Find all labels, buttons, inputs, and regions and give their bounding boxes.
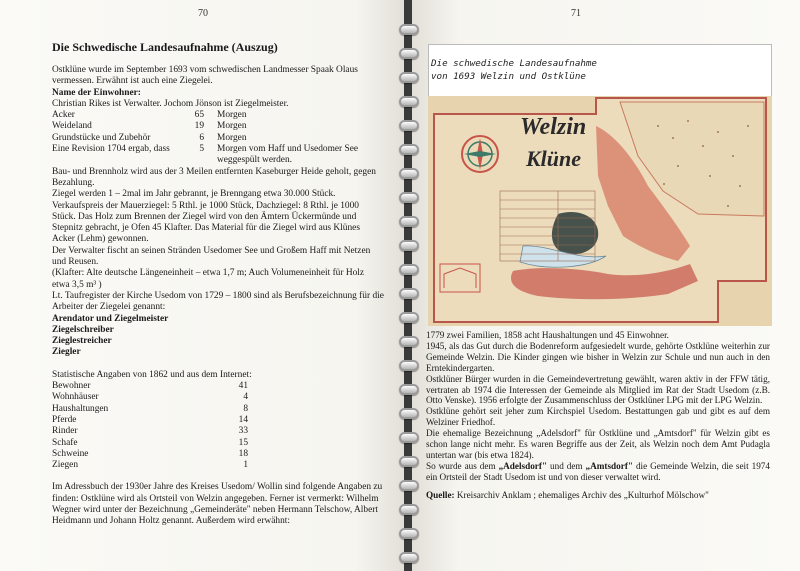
stats-value: 8 [243, 403, 248, 414]
binding-ring [399, 288, 419, 299]
right-page [412, 0, 800, 571]
binding-ring [399, 336, 419, 347]
binding-ring [399, 144, 419, 155]
final-text-a: So wurde aus dem [426, 460, 499, 471]
spiral-binding [397, 0, 421, 571]
land-label: Grundstücke und Zubehör [52, 132, 151, 143]
binding-ring [399, 120, 419, 131]
binding-ring [399, 504, 419, 515]
binding-ring [399, 360, 419, 371]
binding-ring [399, 264, 419, 275]
map-title-klune: Klüne [526, 146, 582, 171]
history-names: Die ehemalige Bezeichnung „Adelsdorf" für Ostklüne und „Amtsdorf" für Welzin gibt es schon lange nicht mehr. Es waren Begriffe aus der Zeit, als Welzin noch dem Amt Pudagla untertan war (bis etwa 1824). [426, 428, 770, 460]
stats-label: Ziegen [52, 460, 79, 471]
roles-list [52, 314, 384, 359]
source-line [426, 490, 770, 501]
binding-ring [399, 480, 419, 491]
administrator-line: Christian Rikes ist Verwalter. Jochom Jönson ist Ziegelmeister. [52, 98, 289, 109]
role-item: Ziegler [52, 347, 81, 358]
map-caption-line: Die schwedische Landesaufnahme [431, 58, 597, 69]
stats-value: 41 [238, 381, 248, 392]
land-label: Eine Revision 1704 ergab, dass [52, 144, 170, 155]
final-adelsdorf: „Adelsdorf" [498, 460, 548, 471]
history-church: Ostklüne gehört seit jeher zum Kirchspiel Usedom. Bestattungen gab und gibt es auf dem Welziner Friedhof. [426, 406, 770, 428]
register-paragraph: Lt. Taufregister der Kirche Usedom von 1729 – 1800 sind als Berufsbezeichnung für die Arbeiter der Ziegelei genannt: [52, 290, 384, 313]
wood-paragraph: Bau- und Brennholz wird aus der 3 Meilen entfernten Kaseburger Heide geholt, gegen Bezahlung. [52, 166, 376, 188]
land-unit: Morgen [217, 132, 247, 143]
stats-value: 18 [238, 448, 248, 459]
stats-value: 4 [243, 392, 248, 403]
history-final [426, 461, 770, 483]
stats-label: Wohnhäuser [52, 392, 99, 403]
binding-ring [399, 312, 419, 323]
binding-ring [399, 240, 419, 251]
left-page-text [52, 40, 384, 528]
binding-ring [399, 432, 419, 443]
land-value: 5 [199, 144, 204, 155]
historic-map-image [428, 96, 772, 326]
land-label: Weideland [52, 121, 92, 132]
stats-value: 1 [243, 460, 248, 471]
stats-label: Pferde [52, 414, 77, 425]
page-number-right: 71 [571, 8, 581, 19]
final-text-c: die Gemeinde Welzin, die seit 1974 ein Ortsteil der Stadt Usedom ist und von dieser verwaltet wird. [426, 460, 770, 482]
final-amtsdorf: „Amtsdorf" [585, 460, 633, 471]
stats-value: 14 [238, 414, 248, 425]
klafter-note: (Klafter: Alte deutsche Längeneinheit – etwa 1,7 m; Auch Volumeneinheit für Holz etwa 3,5 m³ ) [52, 268, 365, 290]
binding-ring [399, 168, 419, 179]
binding-ring [399, 96, 419, 107]
binding-ring [399, 192, 419, 203]
land-unit: Morgen [217, 121, 247, 132]
stats-value: 15 [238, 437, 248, 448]
binding-ring [399, 408, 419, 419]
binding-ring [399, 48, 419, 59]
land-value: 6 [199, 132, 204, 143]
page-number-left: 70 [198, 8, 208, 19]
binding-ring [399, 72, 419, 83]
right-page-text [426, 330, 770, 501]
stats-table [52, 381, 384, 471]
role-item: Arendator und Ziegelmeister [52, 313, 169, 324]
source-text: Kreisarchiv Anklam ; ehemaliges Archiv des „Kulturhof Mölschow" [454, 489, 709, 500]
history-council: Ostklüner Bürger wurden in die Gemeindevertretung gewählt, waren aktiv in der FFW tätig, vertraten ab 1974 die Interessen der Gemeinde als Mitglied im Rat der Stadt Usedom (z.B. Otto Venske). 1956 erfolgte der Zusammenschluss der Ostklüner LPG mit der LPG Welzin. [426, 373, 770, 406]
role-item: Ziegelschreiber [52, 324, 114, 335]
land-value: 19 [194, 121, 204, 132]
binding-ring [399, 216, 419, 227]
final-text-b: und dem [547, 460, 586, 471]
land-value: 65 [194, 110, 204, 121]
binding-ring [399, 552, 419, 563]
source-label: Quelle: [426, 489, 455, 500]
binding-ring [399, 384, 419, 395]
stats-intro: Statistische Angaben von 1862 und aus dem Internet: [52, 369, 252, 380]
address-paragraph: Im Adressbuch der 1930er Jahre des Kreises Usedom/ Wollin sind folgende Angaben zu finden: Ostklüne wird als Ortsteil von Welzin angegeben. Ferner ist vermerkt: Wilhelm Wegner wird unter der Bezeichnung „Gemeinderäte" neben Hermann Telschow, Albert Heidmann und Johann Holtz genannt. Außerdem wird erwähnt: [52, 482, 383, 527]
fishing-paragraph: Der Verwalter fischt an seinen Stränden Usedomer See und Großem Haff mit Netzen und Reusen. [52, 245, 371, 268]
stats-label: Rinder [52, 426, 78, 437]
stats-label: Schweine [52, 448, 89, 459]
binding-ring [399, 528, 419, 539]
compass-rose-icon [462, 136, 498, 172]
history-1779: 1779 zwei Familien, 1858 acht Haushaltungen und 45 Einwohner. [426, 330, 669, 340]
stats-label: Haushaltungen [52, 403, 109, 414]
map-caption [431, 57, 597, 83]
land-table [52, 110, 384, 166]
residents-heading: Name der Einwohner: [52, 87, 141, 98]
page-title: Die Schwedische Landesaufnahme (Auszug) [52, 40, 278, 54]
land-label: Acker [52, 110, 75, 121]
stats-label: Bewohner [52, 381, 91, 392]
binding-ring [399, 24, 419, 35]
role-item: Zieglestreicher [52, 336, 112, 347]
binding-ring [399, 456, 419, 467]
history-1945: 1945, als das Gut durch die Bodenreform aufgesiedelt wurde, gehörte Ostklüne weiterhin zur Gemeinde Welzin. Die Kinder gingen wie bisher in Welzin zur Schule und nun auch in den Erntekindergarten. [426, 340, 770, 373]
stats-label: Schafe [52, 437, 78, 448]
land-unit: Morgen vom Haff und Usedomer See weggespült werden. [217, 144, 359, 166]
intro-paragraph: Ostklüne wurde im September 1693 vom schwedischen Landmesser Spaak Olaus vermessen. Erwähnt ist auch eine Ziegelei. [52, 65, 358, 87]
bricks-paragraph: Ziegel werden 1 – 2mal im Jahr gebrannt, je Brenngang etwa 30.000 Stück. Verkaufspreis der Mauerziegel: 5 Rthl. je 1000 Stück, Dachziegel: 8 Rthl. je 1000 Stück. Das Holz zum Brennen der Ziegel wird von den Ämtern Ückermünde und Stepnitz gebracht, je Ofen 45 Klafter. Das Material für die Ziegel wird aus Klünes Acker (Lehm) gewonnen. [52, 189, 360, 245]
map-caption-line: von 1693 Welzin und Ostklüne [431, 71, 586, 82]
stats-value: 33 [238, 426, 248, 437]
land-unit: Morgen [217, 110, 247, 121]
map-title-welzin: Welzin [520, 114, 587, 140]
